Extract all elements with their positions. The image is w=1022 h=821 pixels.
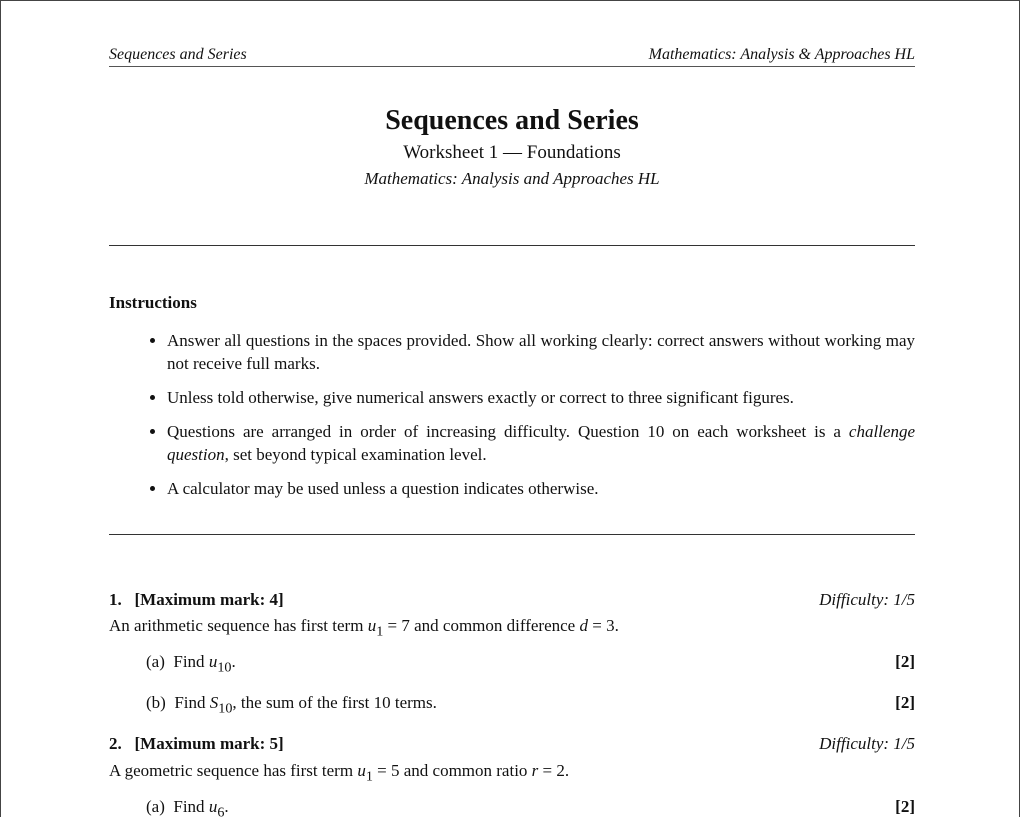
question-number: 1. [109, 590, 122, 609]
document-title: Sequences and Series [385, 105, 639, 136]
question-max-mark: [Maximum mark: 4] [134, 590, 284, 609]
instructions-list [109, 329, 915, 511]
question-2-header [109, 734, 915, 754]
question-2-part-a: (a) Find $u_6$. [2] [146, 797, 915, 821]
part-marks: [2] [895, 797, 915, 816]
instruction-item: • A calculator may be used unless a question indicates otherwise. [167, 477, 915, 500]
question-max-mark: [Maximum mark: 5] [134, 734, 284, 753]
instructions-heading: Instructions [109, 293, 197, 312]
document-subtitle: Worksheet 1 — Foundations [403, 142, 621, 163]
title-block [109, 104, 915, 192]
course-name: Mathematics: Analysis and Approaches HL [364, 169, 660, 188]
question-1-stem: An arithmetic sequence has first term $u_1 = 7$ and common difference d = 3. [109, 616, 619, 640]
running-header-left: Sequences and Series [109, 46, 247, 63]
question-1-part-a: (a) Find $u_{10}$. [2] [146, 652, 915, 676]
divider-top [109, 245, 915, 246]
part-label: (a) [146, 652, 165, 671]
question-difficulty: Difficulty: 1/5 [819, 590, 915, 609]
question-1-header [109, 590, 915, 610]
running-header [109, 46, 915, 67]
question-1-part-b: (b) Find $S_{10}$, the sum of the first 10 terms. [2] [146, 693, 915, 717]
question-2-stem: A geometric sequence has first term $u_1 = 5$ and common ratio r = 2. [109, 761, 570, 785]
instruction-item: • Unless told otherwise, give numerical answers exactly or correct to three significant figures. [167, 386, 915, 409]
instruction-item: • Answer all questions in the spaces provided. Show all working clearly: correct answers without working may not receive full marks. [167, 329, 915, 375]
challenge-question-emphasis: challenge question [167, 422, 915, 464]
part-marks: [2] [895, 652, 915, 671]
part-marks: [2] [895, 693, 915, 712]
part-label: (b) [146, 693, 166, 712]
divider-bottom [109, 534, 915, 535]
question-difficulty: Difficulty: 1/5 [819, 734, 915, 753]
running-header-right: Mathematics: Analysis & Approaches HL [648, 46, 915, 63]
question-number: 2. [109, 734, 122, 753]
instruction-item: • Questions are arranged in order of increasing difficulty. Question 10 on each worksheet is a challenge question, set beyond typical examination level. [167, 420, 915, 466]
part-label: (a) [146, 797, 165, 816]
